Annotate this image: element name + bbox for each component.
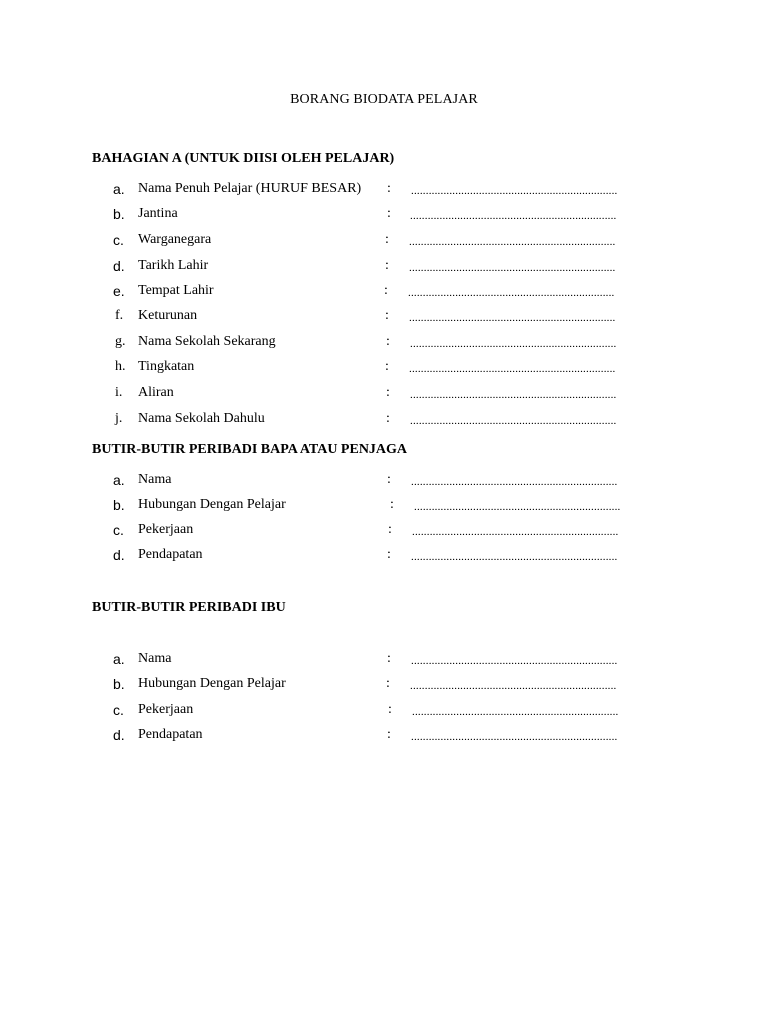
form-row-keturunan bbox=[0, 308, 768, 328]
field-label: Nama bbox=[138, 472, 172, 487]
fill-in-line[interactable]: ...................................................................... bbox=[411, 731, 618, 743]
fill-in-line[interactable]: ...................................................................... bbox=[409, 312, 616, 324]
form-row-ibu-pendapatan bbox=[0, 727, 768, 747]
form-row-aliran bbox=[0, 385, 768, 405]
field-label: Nama bbox=[138, 651, 172, 666]
form-row-nama-sekolah-sekarang bbox=[0, 334, 768, 354]
field-colon: : bbox=[386, 334, 390, 349]
field-label: Nama Sekolah Sekarang bbox=[138, 334, 276, 349]
field-colon: : bbox=[387, 472, 391, 487]
field-label: Tingkatan bbox=[138, 359, 195, 374]
item-letter: j. bbox=[115, 411, 123, 426]
form-row-tarikh-lahir bbox=[0, 258, 768, 278]
field-colon: : bbox=[385, 359, 389, 374]
item-letter: f. bbox=[115, 308, 124, 323]
fill-in-line[interactable]: ...................................................................... bbox=[410, 338, 617, 350]
field-label: Pekerjaan bbox=[138, 522, 194, 537]
form-row-nama-sekolah-dahulu bbox=[0, 411, 768, 431]
form-row-jantina bbox=[0, 206, 768, 226]
field-colon: : bbox=[388, 702, 392, 717]
field-label: Pendapatan bbox=[138, 547, 203, 562]
page-title: BORANG BIODATA PELAJAR bbox=[290, 92, 478, 107]
form-row-warganegara bbox=[0, 232, 768, 252]
field-label: Tempat Lahir bbox=[138, 283, 214, 298]
fill-in-line[interactable]: ...................................................................... bbox=[411, 551, 618, 563]
form-row-bapa-pendapatan bbox=[0, 547, 768, 567]
item-letter: d. bbox=[113, 258, 125, 274]
field-colon: : bbox=[386, 676, 390, 691]
field-label: Pendapatan bbox=[138, 727, 203, 742]
field-label: Hubungan Dengan Pelajar bbox=[138, 676, 286, 691]
field-label: Aliran bbox=[138, 385, 174, 400]
fill-in-line[interactable]: ...................................................................... bbox=[411, 185, 618, 197]
form-row-ibu-nama bbox=[0, 651, 768, 671]
item-letter: c. bbox=[113, 702, 124, 718]
field-colon: : bbox=[385, 232, 389, 247]
fill-in-line[interactable]: ...................................................................... bbox=[409, 262, 616, 274]
section-a-heading: BAHAGIAN A (UNTUK DIISI OLEH PELAJAR) bbox=[92, 151, 395, 166]
form-row-nama-penuh bbox=[0, 181, 768, 201]
fill-in-line[interactable]: ...................................................................... bbox=[409, 363, 616, 375]
field-label: Jantina bbox=[138, 206, 178, 221]
field-colon: : bbox=[387, 547, 391, 562]
item-letter: b. bbox=[113, 497, 125, 513]
section-bapa-heading: BUTIR-BUTIR PERIBADI BAPA ATAU PENJAGA bbox=[92, 442, 408, 457]
item-letter: e. bbox=[113, 283, 125, 299]
field-colon: : bbox=[385, 258, 389, 273]
form-row-tingkatan bbox=[0, 359, 768, 379]
form-row-bapa-nama bbox=[0, 472, 768, 492]
item-letter: b. bbox=[113, 206, 125, 222]
field-label: Hubungan Dengan Pelajar bbox=[138, 497, 286, 512]
form-row-bapa-hubungan bbox=[0, 497, 768, 517]
form-row-tempat-lahir bbox=[0, 283, 768, 303]
fill-in-line[interactable]: ...................................................................... bbox=[410, 415, 617, 427]
form-row-ibu-hubungan bbox=[0, 676, 768, 696]
fill-in-line[interactable]: ...................................................................... bbox=[410, 210, 617, 222]
fill-in-line[interactable]: ...................................................................... bbox=[410, 680, 617, 692]
item-letter: d. bbox=[113, 547, 125, 563]
item-letter: a. bbox=[113, 181, 125, 197]
field-colon: : bbox=[386, 385, 390, 400]
field-label: Tarikh Lahir bbox=[138, 258, 209, 273]
form-row-ibu-pekerjaan bbox=[0, 702, 768, 722]
field-colon: : bbox=[387, 727, 391, 742]
field-colon: : bbox=[390, 497, 394, 512]
field-label: Nama Sekolah Dahulu bbox=[138, 411, 265, 426]
item-letter: c. bbox=[113, 522, 124, 538]
item-letter: g. bbox=[115, 334, 126, 349]
item-letter: b. bbox=[113, 676, 125, 692]
field-label: Nama Penuh Pelajar (HURUF BESAR) bbox=[138, 181, 362, 196]
item-letter: i. bbox=[115, 385, 123, 400]
fill-in-line[interactable]: ...................................................................... bbox=[411, 476, 618, 488]
field-label: Keturunan bbox=[138, 308, 198, 323]
fill-in-line[interactable]: ...................................................................... bbox=[410, 389, 617, 401]
item-letter: c. bbox=[113, 232, 124, 248]
item-letter: h. bbox=[115, 359, 126, 374]
fill-in-line[interactable]: ...................................................................... bbox=[412, 706, 619, 718]
fill-in-line[interactable]: ...................................................................... bbox=[411, 655, 618, 667]
section-ibu-heading: BUTIR-BUTIR PERIBADI IBU bbox=[92, 600, 286, 615]
field-colon: : bbox=[387, 651, 391, 666]
field-colon: : bbox=[387, 181, 391, 196]
field-colon: : bbox=[388, 522, 392, 537]
field-label: Warganegara bbox=[138, 232, 212, 247]
fill-in-line[interactable]: ...................................................................... bbox=[412, 526, 619, 538]
fill-in-line[interactable]: ...................................................................... bbox=[414, 501, 621, 513]
item-letter: a. bbox=[113, 472, 125, 488]
item-letter: d. bbox=[113, 727, 125, 743]
field-colon: : bbox=[385, 308, 389, 323]
field-colon: : bbox=[387, 206, 391, 221]
field-colon: : bbox=[384, 283, 388, 298]
field-label: Pekerjaan bbox=[138, 702, 194, 717]
fill-in-line[interactable]: ...................................................................... bbox=[409, 236, 616, 248]
form-row-bapa-pekerjaan bbox=[0, 522, 768, 542]
fill-in-line[interactable]: ...................................................................... bbox=[408, 287, 615, 299]
field-colon: : bbox=[386, 411, 390, 426]
item-letter: a. bbox=[113, 651, 125, 667]
